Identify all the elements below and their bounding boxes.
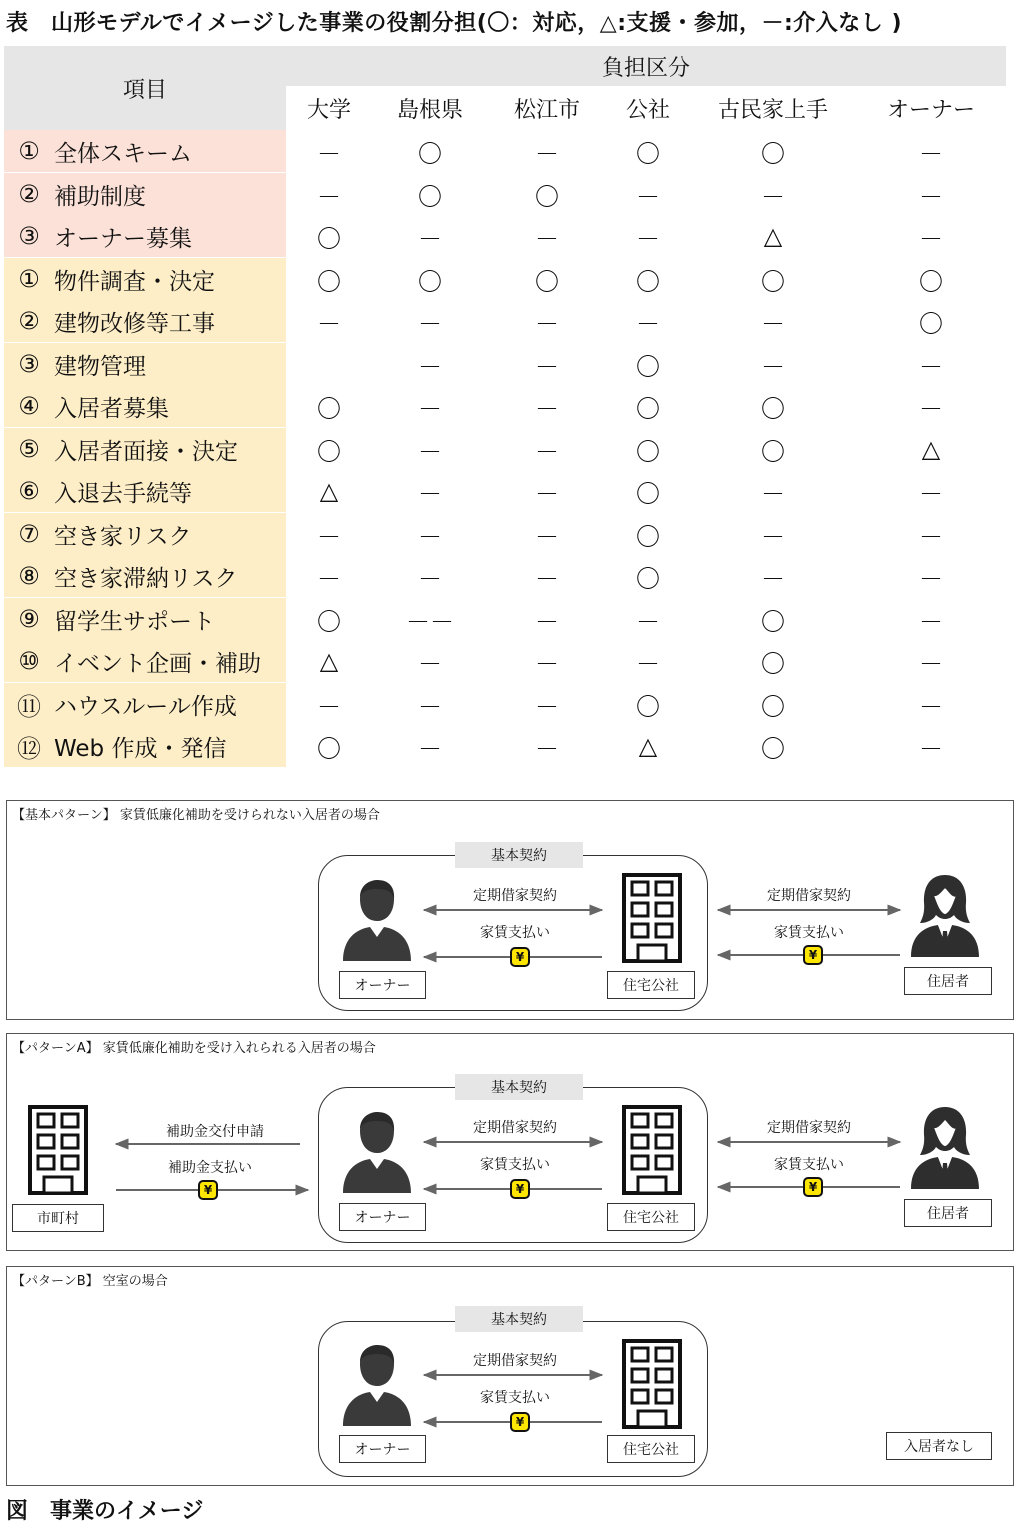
table-cell: － [535, 479, 559, 508]
arrow-text: 家賃支払い [774, 925, 844, 941]
city-label: 市町村 [12, 1204, 104, 1232]
arrows-basic [0, 800, 1028, 1020]
owner-label: オーナー [339, 1435, 426, 1463]
row-number: ⑦ [18, 520, 40, 548]
row-number: ④ [18, 392, 40, 420]
arrow-text: 補助金交付申請 [166, 1124, 264, 1140]
table-cell: 〇 [636, 139, 660, 168]
table-title: 表 山形モデルでイメージした事業の役割分担(〇：対応，△:支援・参加，－:介入なし ) [6, 11, 903, 36]
table-cell: － [418, 394, 442, 423]
table-cell: － [418, 734, 442, 763]
yen-icon: ¥ [510, 1412, 530, 1432]
table-cell: 〇 [761, 649, 785, 678]
owner-label: オーナー [339, 1203, 426, 1231]
table-cell: 〇 [761, 734, 785, 763]
table-cell: － [535, 649, 559, 678]
arrow-text: 家賃支払い [480, 1390, 550, 1406]
resident-label: 住居者 [904, 1199, 992, 1227]
row-label [4, 215, 286, 257]
table-cell: － [418, 437, 442, 466]
table-cell: － [761, 564, 785, 593]
corp-label: 住宅公社 [607, 1435, 695, 1463]
table-cell: 〇 [761, 139, 785, 168]
table-cell: － [317, 139, 341, 168]
row-label [4, 130, 286, 172]
table-cell: 〇 [919, 267, 943, 296]
table-cell: － [418, 692, 442, 721]
arrow-text: 補助金支払い [168, 1160, 252, 1176]
row-label [4, 640, 286, 682]
column-header: オーナー [886, 97, 975, 123]
panel-title: 【パターンB】 空室の場合 [12, 1274, 168, 1289]
table-cell: － [317, 522, 341, 551]
contract-label: 基本契約 [455, 1306, 583, 1332]
table-cell: △ [319, 477, 339, 505]
table-cell: － [919, 692, 943, 721]
table-cell: 〇 [636, 437, 660, 466]
table-cell: 〇 [636, 522, 660, 551]
table-cell: 〇 [761, 394, 785, 423]
owner-label: オーナー [339, 971, 426, 999]
column-header: 松江市 [513, 97, 580, 123]
table-cell: － [418, 309, 442, 338]
row-number: ③ [18, 222, 40, 250]
yen-icon: ¥ [198, 1180, 218, 1200]
row-text: 入居者募集 [54, 395, 169, 422]
contract-label: 基本契約 [455, 1074, 583, 1100]
table-cell: － [418, 522, 442, 551]
table-cell: － [317, 309, 341, 338]
column-header: 公社 [625, 97, 670, 123]
row-number: ① [18, 265, 40, 293]
table-cell: 〇 [535, 267, 559, 296]
row-label [4, 513, 286, 555]
row-number: ⑥ [18, 477, 40, 505]
table-cell: －－ [406, 607, 454, 636]
table-cell: － [535, 394, 559, 423]
table-cell: － [636, 224, 660, 253]
row-text: 入居者面接・決定 [54, 438, 238, 465]
arrow-text: 家賃支払い [480, 925, 550, 941]
row-label [4, 258, 286, 300]
row-text: 空き家リスク [54, 523, 192, 550]
table-cell: － [636, 607, 660, 636]
corp-label: 住宅公社 [607, 971, 695, 999]
table-cell: － [535, 734, 559, 763]
table-cell: － [919, 607, 943, 636]
row-number: ② [18, 180, 40, 208]
row-number: ⑪ [17, 692, 41, 721]
row-text: 物件調査・決定 [54, 268, 215, 295]
table-cell: 〇 [636, 479, 660, 508]
row-text: イベント企画・補助 [54, 650, 261, 677]
table-cell: 〇 [317, 437, 341, 466]
table-cell: － [636, 309, 660, 338]
row-text: 建物改修等工事 [54, 310, 215, 337]
table-cell: △ [319, 647, 339, 675]
yen-icon: ¥ [803, 945, 823, 965]
arrow-text: 定期借家契約 [473, 888, 557, 904]
table-cell: － [919, 649, 943, 678]
row-text: オーナー募集 [54, 225, 192, 252]
table-cell: － [535, 607, 559, 636]
table-cell: 〇 [317, 267, 341, 296]
column-header: 古民家上手 [717, 97, 828, 123]
row-number: ⑧ [18, 562, 40, 590]
table-cell: － [761, 182, 785, 211]
table-cell: － [761, 522, 785, 551]
table-cell: － [535, 692, 559, 721]
row-label [4, 725, 286, 767]
table-cell: △ [921, 435, 941, 463]
row-label [4, 343, 286, 385]
row-label [4, 428, 286, 470]
arrows-pattern-a [0, 1033, 1028, 1253]
vacant-label: 入居者なし [886, 1432, 992, 1460]
table-cell: － [418, 479, 442, 508]
corp-label: 住宅公社 [607, 1203, 695, 1231]
arrow-text: 定期借家契約 [473, 1353, 557, 1369]
table-cell: － [919, 522, 943, 551]
yen-icon: ¥ [510, 1179, 530, 1199]
table-cell: － [317, 692, 341, 721]
contract-label: 基本契約 [455, 842, 583, 868]
arrow-text: 定期借家契約 [767, 1120, 851, 1136]
row-text: 全体スキーム [54, 140, 192, 167]
table-cell: 〇 [761, 437, 785, 466]
table-cell: 〇 [317, 734, 341, 763]
panel-title: 【パターンA】 家賃低廉化補助を受け入れられる入居者の場合 [12, 1041, 376, 1056]
resident-label: 住居者 [904, 967, 992, 995]
table-cell: 〇 [418, 139, 442, 168]
table-cell: － [535, 224, 559, 253]
row-number: ⑨ [18, 605, 40, 633]
row-label [4, 385, 286, 427]
table-cell: － [535, 522, 559, 551]
table-cell: 〇 [636, 692, 660, 721]
table-cell: － [919, 139, 943, 168]
row-label [4, 173, 286, 215]
table-cell: － [535, 352, 559, 381]
row-label [4, 300, 286, 342]
table-cell: － [919, 394, 943, 423]
table-cell: 〇 [636, 564, 660, 593]
row-text: 留学生サポート [54, 608, 215, 635]
row-number: ① [18, 137, 40, 165]
table-cell: － [418, 352, 442, 381]
row-number: ③ [18, 350, 40, 378]
table-cell [286, 343, 372, 385]
table-cell: － [535, 437, 559, 466]
row-text: 補助制度 [54, 183, 146, 210]
table-cell: 〇 [761, 692, 785, 721]
row-text: 空き家滞納リスク [54, 565, 238, 592]
table-cell: － [317, 182, 341, 211]
row-label [4, 555, 286, 597]
table-cell: － [535, 139, 559, 168]
column-header: 大学 [306, 97, 351, 123]
header-item: 項目 [4, 46, 286, 130]
table-cell: － [535, 564, 559, 593]
arrow-text: 家賃支払い [480, 1157, 550, 1173]
arrow-text: 家賃支払い [774, 1157, 844, 1173]
table-cell: － [418, 649, 442, 678]
table-cell: 〇 [317, 394, 341, 423]
table-cell: － [919, 352, 943, 381]
row-number: ⑫ [17, 734, 41, 763]
table-cell: 〇 [317, 607, 341, 636]
table-cell: － [919, 564, 943, 593]
table-cell: 〇 [636, 394, 660, 423]
yen-icon: ¥ [510, 947, 530, 967]
figure-caption: 図 事業のイメージ [6, 1499, 204, 1524]
table-cell: 〇 [418, 182, 442, 211]
table-cell: － [636, 649, 660, 678]
table-cell: － [761, 352, 785, 381]
table-cell: － [919, 734, 943, 763]
row-text: 建物管理 [54, 353, 146, 380]
table-cell: △ [638, 732, 658, 760]
table-cell: － [418, 224, 442, 253]
table-cell: 〇 [761, 607, 785, 636]
row-label [4, 683, 286, 725]
table-cell: 〇 [919, 309, 943, 338]
row-number: ⑤ [18, 435, 40, 463]
table-cell: － [761, 479, 785, 508]
arrow-text: 定期借家契約 [767, 888, 851, 904]
table-cell: － [919, 479, 943, 508]
arrow-text: 定期借家契約 [473, 1120, 557, 1136]
panel-title: 【基本パターン】 家賃低廉化補助を受けられない入居者の場合 [12, 808, 380, 823]
table-cell: 〇 [636, 352, 660, 381]
table-cell: 〇 [761, 267, 785, 296]
row-text: Web 作成・発信 [54, 735, 227, 762]
row-number: ⑩ [18, 647, 40, 675]
table-cell: 〇 [535, 182, 559, 211]
table-cell: 〇 [418, 267, 442, 296]
table-cell: － [418, 564, 442, 593]
table-cell: △ [763, 222, 783, 250]
arrows-pattern-b [0, 1266, 1028, 1486]
table-cell: － [636, 182, 660, 211]
yen-icon: ¥ [803, 1177, 823, 1197]
header-group: 負担区分 [286, 46, 1006, 86]
table-cell: － [535, 309, 559, 338]
row-text: ハウスルール作成 [54, 693, 237, 720]
row-label [4, 470, 286, 512]
row-label [4, 598, 286, 640]
column-header: 島根県 [396, 97, 463, 123]
row-number: ② [18, 307, 40, 335]
table-cell: － [919, 224, 943, 253]
table-cell: 〇 [317, 224, 341, 253]
table-cell: － [761, 309, 785, 338]
table-cell: 〇 [636, 267, 660, 296]
table-cell: － [919, 182, 943, 211]
table-cell: － [317, 564, 341, 593]
row-text: 入退去手続等 [54, 480, 192, 507]
